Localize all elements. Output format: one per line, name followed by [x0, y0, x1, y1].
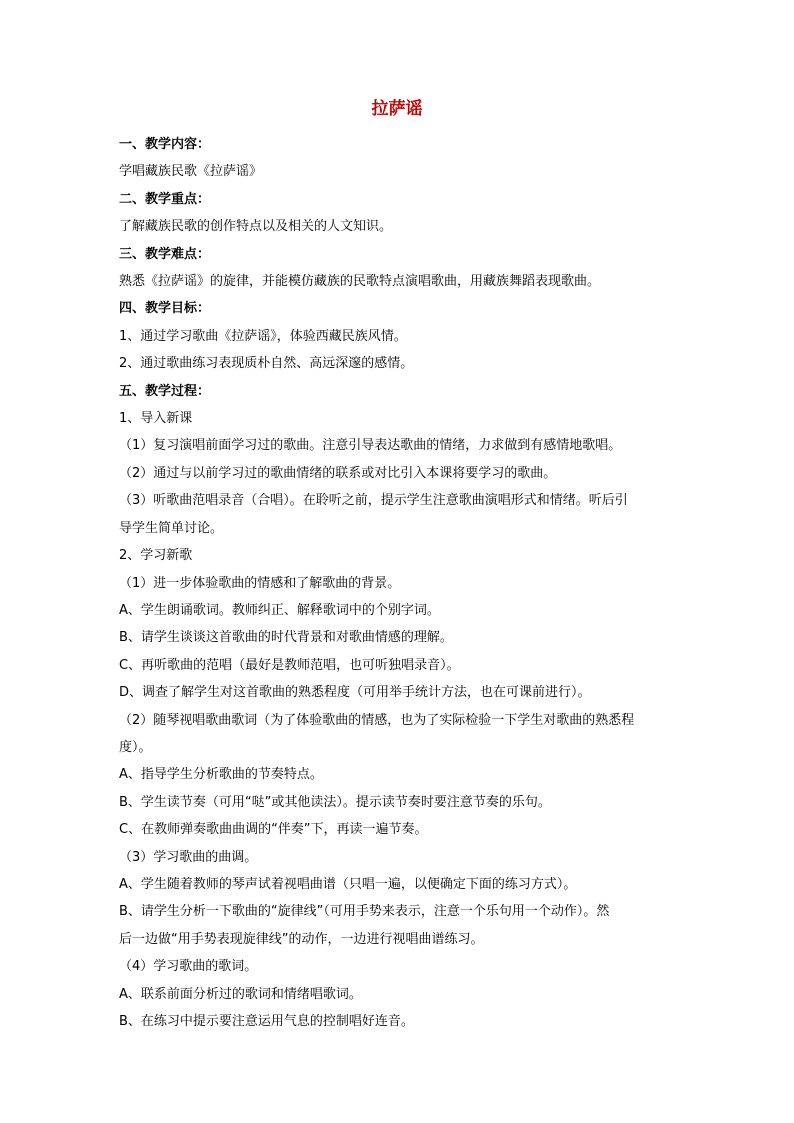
- section-heading: 三、教学难点：: [119, 246, 211, 262]
- paragraph-line: 1、通过学习歌曲《拉萨谣》，体验西藏民族风情。: [119, 328, 407, 344]
- section-heading: 二、教学重点：: [119, 191, 211, 207]
- paragraph-line: 导学生简单讨论。: [119, 520, 224, 536]
- section-heading: 一、教学内容：: [119, 137, 211, 152]
- paragraph-line: C、再听歌曲的范唱（最好是教师范唱，也可听独唱录音）。: [119, 657, 460, 673]
- document-title: 拉萨谣: [371, 99, 423, 119]
- paragraph-line: A、学生随着教师的琴声试着视唱曲谱（只唱一遍，以便确定下面的练习方式）。: [119, 876, 577, 892]
- paragraph-line: 了解藏族民歌的创作特点以及相关的人文知识。: [119, 219, 393, 235]
- paragraph-line: 学唱藏族民歌《拉萨谣》: [119, 164, 263, 180]
- paragraph-line: 后一边做“用手势表现旋律线”的动作，一边进行视唱曲谱练习。: [119, 931, 484, 947]
- paragraph-line: B、学生读节奏（可用“哒”或其他读法）。提示读节奏时要注意节奏的乐句。: [119, 794, 551, 810]
- paragraph-line: B、在练习中提示要注意运用气息的控制唱好连音。: [119, 1014, 414, 1029]
- paragraph-line: D、调查了解学生对这首歌曲的熟悉程度（可用举手统计方法，也在可课前进行）。: [119, 685, 591, 701]
- paragraph-line: C、在教师弹奏歌曲曲调的“伴奏”下，再读一遍节奏。: [119, 822, 428, 838]
- paragraph-line: B、请学生谈谈这首歌曲的时代背景和对歌曲情感的理解。: [119, 630, 453, 646]
- paragraph-line: （2）随琴视唱歌曲歌词（为了体验歌曲的情感，也为了实际检验一下学生对歌曲的熟悉程: [119, 712, 635, 728]
- paragraph-line: 2、学习新歌: [119, 548, 193, 564]
- paragraph-line: （1）复习演唱前面学习过的歌曲。注意引导表达歌曲的情绪，力求做到有感情地歌唱。: [119, 438, 622, 454]
- paragraph-line: （2）通过与以前学习过的歌曲情绪的联系或对比引入本课将要学习的歌曲。: [119, 465, 557, 481]
- paragraph-line: 度）。: [119, 739, 152, 755]
- paragraph-line: A、指导学生分析歌曲的节奏特点。: [119, 767, 323, 783]
- paragraph-line: （3）听歌曲范唱录音（合唱）。在聆听之前，提示学生注意歌曲演唱形式和情绪。听后引: [119, 493, 628, 509]
- paragraph-line: A、学生朗诵歌词。教师纠正、解释歌词中的个别字词。: [119, 602, 440, 618]
- document-body: [119, 131, 679, 1035]
- paragraph-line: 1、导入新课: [119, 411, 193, 427]
- section-heading: 四、教学目标：: [119, 301, 211, 317]
- paragraph-line: 熟悉《拉萨谣》的旋律，并能模仿藏族的民歌特点演唱歌曲，用藏族舞蹈表现歌曲。: [119, 274, 601, 290]
- section-heading: 五、教学过程：: [119, 383, 211, 399]
- paragraph-line: （3）学习歌曲的曲调。: [119, 849, 258, 865]
- paragraph-line: B、请学生分析一下歌曲的“旋律线”（可用手势来表示，注意一个乐句用一个动作）。然: [119, 904, 610, 920]
- paragraph-line: （4）学习歌曲的歌词。: [119, 959, 258, 975]
- paragraph-line: 2、通过歌曲练习表现质朴自然、高远深邃的感情。: [119, 356, 414, 372]
- paragraph-line: A、联系前面分析过的歌词和情绪唱歌词。: [119, 986, 362, 1002]
- paragraph-line: （1）进一步体验歌曲的情感和了解歌曲的背景。: [119, 575, 401, 591]
